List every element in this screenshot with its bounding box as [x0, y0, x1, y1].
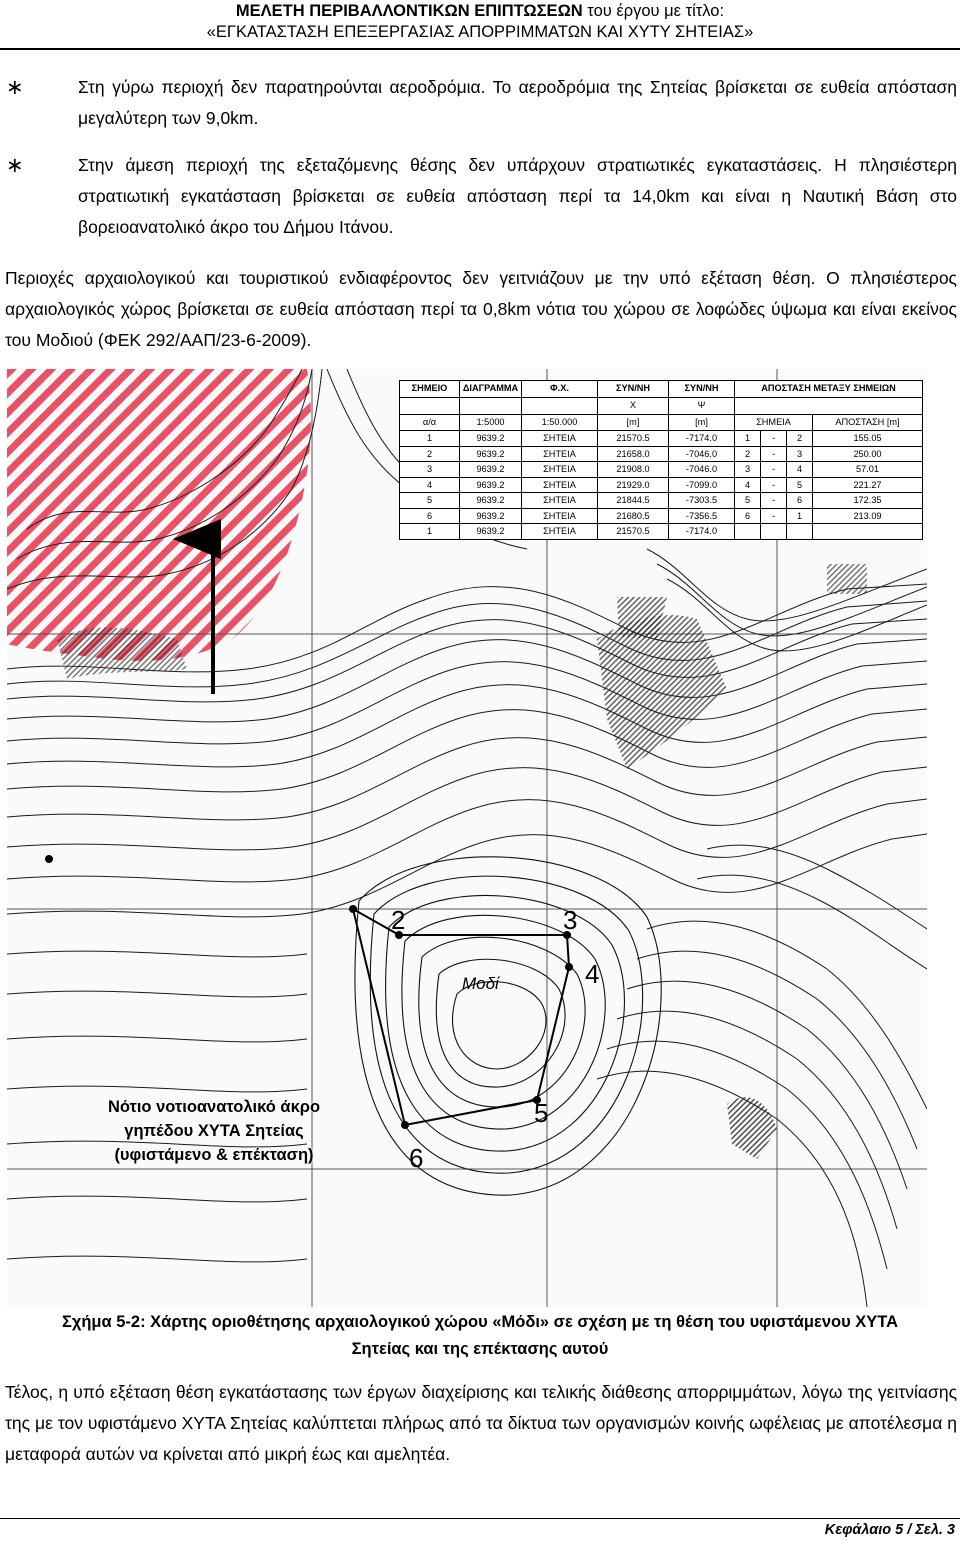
table-cell: -7174.0 [669, 524, 735, 540]
table-cell: -7046.0 [669, 446, 735, 462]
table-cell: ΣΗΤΕΙΑ [522, 431, 598, 447]
table-cell: - [761, 477, 787, 493]
units-cell: ΑΠΟΣΤΑΣΗ [m] [813, 414, 923, 431]
sub1-cell [400, 397, 460, 414]
table-cell: -7099.0 [669, 477, 735, 493]
page-header [0, 0, 960, 47]
caption-line: Σχήμα 5-2: Χάρτης οριοθέτησης αρχαιολογικού χώρου «Μόδι» σε σχέση με τη θέση του υφιστάμενου ΧΥΤΑ [61, 1313, 899, 1331]
units-cell: ΣΗΜΕΙΑ [735, 414, 813, 431]
table-row [400, 477, 923, 493]
table-cell: ΣΗΤΕΙΑ [522, 446, 598, 462]
table-cell: 21680.5 [598, 508, 669, 524]
coordinates-table [399, 380, 923, 540]
table-row [400, 524, 923, 540]
table-row [400, 446, 923, 462]
bullet-text: Στη γύρω περιοχή δεν παρατηρούνται αεροδρόμια. Το αεροδρόμια της Σητείας βρίσκεται σε ευθεία απόσταση μεγαλύτερη των 9,0km. [78, 77, 957, 128]
table-cell: 9639.2 [460, 446, 522, 462]
table-cell: 221.27 [813, 477, 923, 493]
header-project: «ΕΓΚΑΤΑΣΤΑΣΗ ΕΠΕΞΕΡΓΑΣΙΑΣ ΑΠΟΡΡΙΜΜΑΤΩΝ ΚΑΙ ΧΥΤΥ ΣΗΤΕΙΑΣ» [206, 23, 754, 41]
table-row [400, 493, 923, 509]
table-cell: 5 [400, 493, 460, 509]
header-title-rest: του έργου με τίτλο: [582, 2, 725, 20]
paragraph-utilities: Τέλος, η υπό εξέταση θέση εγκατάστασης των έργων διαχείρισης και τελικής διάθεσης απορριμμάτων, λόγω της γειτνίασης της με τον υφιστάμενο ΧΥΤΑ Σητείας καλύπτεται πλήρως από τα δίκτυα των οργανισμών κοινής ωφέλειας με αποτέλεσμα η μεταφορά αυτών να κρίνεται από μικρή έως και αμελητέα. [5, 1382, 957, 1464]
sub1-cell [735, 397, 923, 414]
table-cell: -7303.5 [669, 493, 735, 509]
table-cell: - [761, 431, 787, 447]
table-cell: -7046.0 [669, 462, 735, 478]
table-cell: 9639.2 [460, 477, 522, 493]
table-subheader-row [400, 397, 923, 414]
table-cell: 9639.2 [460, 462, 522, 478]
table-cell: ΣΗΤΕΙΑ [522, 508, 598, 524]
table-cell: 21658.0 [598, 446, 669, 462]
table-cell: 2 [400, 446, 460, 462]
header-coord-y: ΣΥΝ/ΝΗ [669, 381, 735, 398]
table-cell: ΣΗΤΕΙΑ [522, 477, 598, 493]
units-cell: [m] [598, 414, 669, 431]
map-figure [7, 369, 927, 1307]
units-cell: 1:50.000 [522, 414, 598, 431]
table-cell: 57.01 [813, 462, 923, 478]
sub1-cell [460, 397, 522, 414]
table-cell: 6 [787, 493, 813, 509]
point-label-3: 3 [563, 905, 578, 935]
table-cell: 1 [400, 524, 460, 540]
label-line: γηπέδου ΧΥΤΑ Σητείας [124, 1122, 304, 1140]
label-line: (υφιστάμενο & επέκταση) [114, 1146, 314, 1164]
paragraph-archaeology: Περιοχές αρχαιολογικού και τουριστικού ενδιαφέροντος δεν γειτνιάζουν με την υπό εξέταση θέση. Ο πλησιέστερος αρχαιολογικός χώρος βρίσκεται σε ευθεία απόσταση περί τα 0,8km νότια του χώρου σε λοφώδες ύψωμα και είναι εκείνος του Μοδιού (ΦΕΚ 292/ΑΑΠ/23-6-2009). [5, 268, 957, 350]
header-distance: ΑΠΟΣΤΑΣΗ ΜΕΤΑΞΥ ΣΗΜΕΙΩΝ [735, 381, 923, 398]
table-cell: 3 [400, 462, 460, 478]
table-cell: -7356.5 [669, 508, 735, 524]
table-cell: 6 [400, 508, 460, 524]
header-sheet: Φ.Χ. [522, 381, 598, 398]
table-cell: 3 [735, 462, 761, 478]
header-diagram: ΔΙΑΓΡΑΜΜΑ [460, 381, 522, 398]
table-cell: 4 [787, 462, 813, 478]
table-cell [735, 524, 761, 540]
table-cell: - [761, 446, 787, 462]
table-cell: 6 [735, 508, 761, 524]
sub1-cell: X [598, 397, 669, 414]
table-cell: 21908.0 [598, 462, 669, 478]
units-cell: α/α [400, 414, 460, 431]
label-line: Νότιο νοτιοανατολικό άκρο [107, 1098, 321, 1116]
header-coord-x: ΣΥΝ/ΝΗ [598, 381, 669, 398]
table-cell: 4 [735, 477, 761, 493]
sub1-cell: Ψ [669, 397, 735, 414]
table-cell: 9639.2 [460, 508, 522, 524]
bullet-airports [0, 72, 960, 134]
header-point: ΣΗΜΕΙΟ [400, 381, 460, 398]
point-label-6: 6 [409, 1143, 424, 1173]
table-cell: 1 [400, 431, 460, 447]
caption-line: Σητείας και της επέκτασης αυτού [351, 1340, 609, 1358]
table-cell: - [761, 462, 787, 478]
figure-caption [0, 1309, 960, 1363]
table-cell: - [761, 508, 787, 524]
header-title-bold: ΜΕΛΕΤΗ ΠΕΡΙΒΑΛΛΟΝΤΙΚΩΝ ΕΠΙΠΤΩΣΕΩΝ [235, 2, 583, 20]
bullet-military [0, 150, 960, 243]
table-cell: 9639.2 [460, 524, 522, 540]
table-header-row [400, 381, 923, 398]
table-cell: 21570.5 [598, 431, 669, 447]
header-divider [0, 48, 960, 50]
table-cell: - [761, 493, 787, 509]
footer-divider [0, 1518, 960, 1519]
header-title [0, 1, 960, 22]
table-cell [787, 524, 813, 540]
table-cell [813, 524, 923, 540]
units-cell: [m] [669, 414, 735, 431]
table-cell: 3 [787, 446, 813, 462]
table-cell: ΣΗΤΕΙΑ [522, 493, 598, 509]
table-cell: 1 [787, 508, 813, 524]
page-footer: Κεφάλαιο 5 / Σελ. 3 [824, 1522, 955, 1538]
table-cell: 2 [787, 431, 813, 447]
asterisk-bullet-icon: ∗ [6, 154, 24, 177]
asterisk-bullet-icon: ∗ [6, 76, 24, 99]
table-cell: 9639.2 [460, 493, 522, 509]
table-cell: 172.35 [813, 493, 923, 509]
table-row [400, 431, 923, 447]
table-cell: 2 [735, 446, 761, 462]
units-cell: 1:5000 [460, 414, 522, 431]
table-row [400, 508, 923, 524]
table-cell: 5 [787, 477, 813, 493]
table-cell: -7174.0 [669, 431, 735, 447]
table-cell: ΣΗΤΕΙΑ [522, 524, 598, 540]
table-cell: 1 [735, 431, 761, 447]
table-cell: 250.00 [813, 446, 923, 462]
bullet-text: Στην άμεση περιοχή της εξεταζόμενης θέσης δεν υπάρχουν στρατιωτικές εγκαταστάσεις. Η πλησιέστερη στρατιωτική εγκατάσταση βρίσκεται σε ευθεία απόσταση περί τα 14,0km και είναι η Ναυτική Βάση στο βορειοανατολικό άκρο του Δήμου Ιτάνου. [78, 155, 957, 237]
table-cell [761, 524, 787, 540]
point-label-2: 2 [391, 905, 406, 935]
table-units-row [400, 414, 923, 431]
landfill-edge-label [79, 1095, 349, 1167]
sub1-cell [522, 397, 598, 414]
table-cell: 21570.5 [598, 524, 669, 540]
table-row [400, 462, 923, 478]
table-cell: 155.05 [813, 431, 923, 447]
table-cell: 213.09 [813, 508, 923, 524]
point-label-5: 5 [534, 1098, 549, 1128]
bullet-list [0, 72, 960, 243]
table-cell: 4 [400, 477, 460, 493]
table-cell: 5 [735, 493, 761, 509]
point-label-4: 4 [585, 959, 600, 989]
table-cell: 9639.2 [460, 431, 522, 447]
table-cell: 21844.5 [598, 493, 669, 509]
table-cell: ΣΗΤΕΙΑ [522, 462, 598, 478]
site-name-modi: Μοδί [462, 974, 499, 993]
table-cell: 21929.0 [598, 477, 669, 493]
